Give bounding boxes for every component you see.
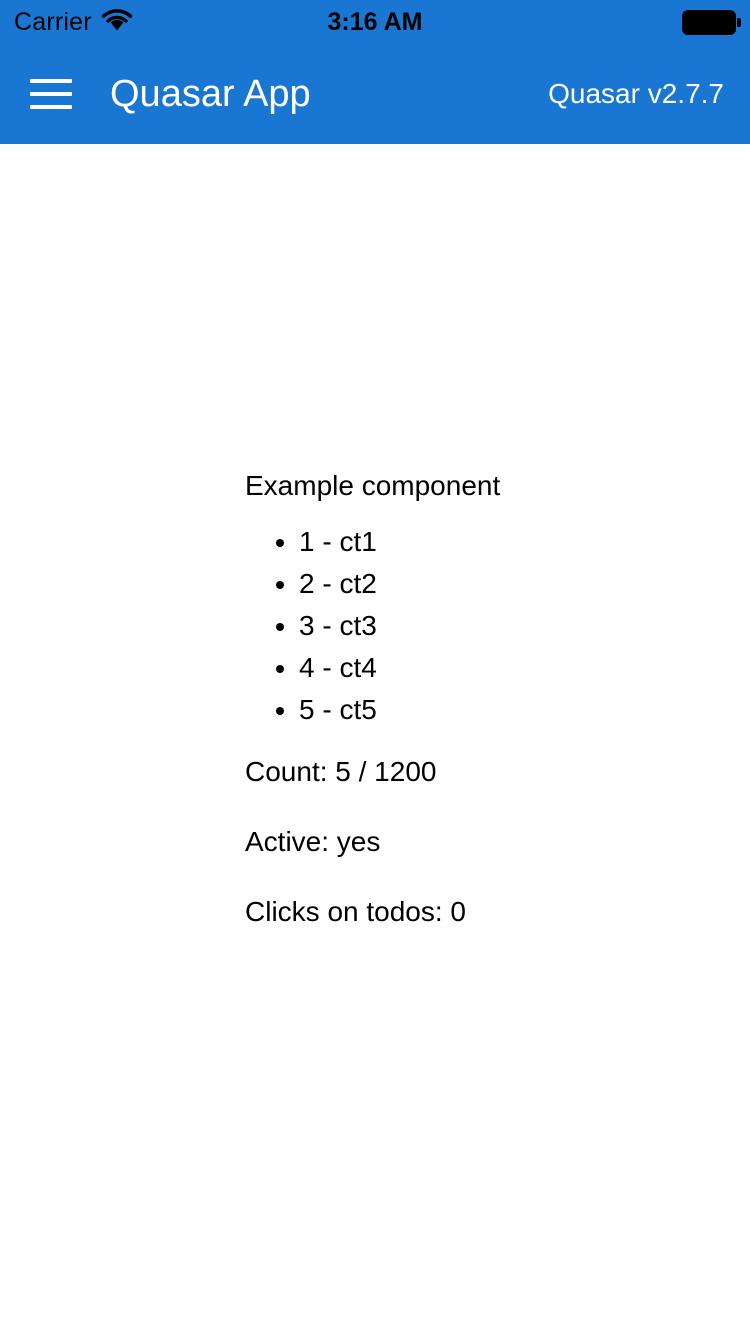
menu-bar-1: [30, 79, 72, 83]
example-component-inner: [245, 467, 505, 930]
status-bar: [0, 0, 750, 44]
example-component: [0, 467, 750, 930]
battery-full-icon: [682, 10, 736, 35]
wifi-icon: [100, 7, 134, 38]
clicks-line: Clicks on todos: 0: [245, 895, 466, 927]
carrier-label: Carrier: [14, 7, 92, 36]
status-bar-left: [14, 7, 134, 38]
version-label: Quasar v2.7.7: [548, 78, 724, 109]
list-item[interactable]: • 1 - ct1: [299, 521, 505, 563]
list-item[interactable]: • 2 - ct2: [299, 563, 505, 605]
component-title: Example component: [245, 470, 501, 502]
menu-bar-3: [30, 105, 72, 109]
status-bar-clock: 3:16 AM: [327, 7, 423, 36]
page-title: Quasar App: [110, 72, 311, 115]
hamburger-menu-icon[interactable]: [30, 68, 82, 120]
active-line: Active: yes: [245, 826, 381, 857]
count-line: Count: 5 / 1200: [245, 756, 437, 788]
page-content: [0, 144, 750, 1334]
list-item[interactable]: • 4 - ct4: [299, 647, 505, 689]
menu-bar-2: [30, 92, 72, 96]
list-item[interactable]: • 5 - ct5: [299, 689, 505, 731]
todo-list: [245, 521, 505, 731]
list-item[interactable]: • 3 - ct3: [299, 605, 505, 647]
status-bar-right: [682, 10, 736, 35]
app-toolbar: [0, 44, 750, 144]
